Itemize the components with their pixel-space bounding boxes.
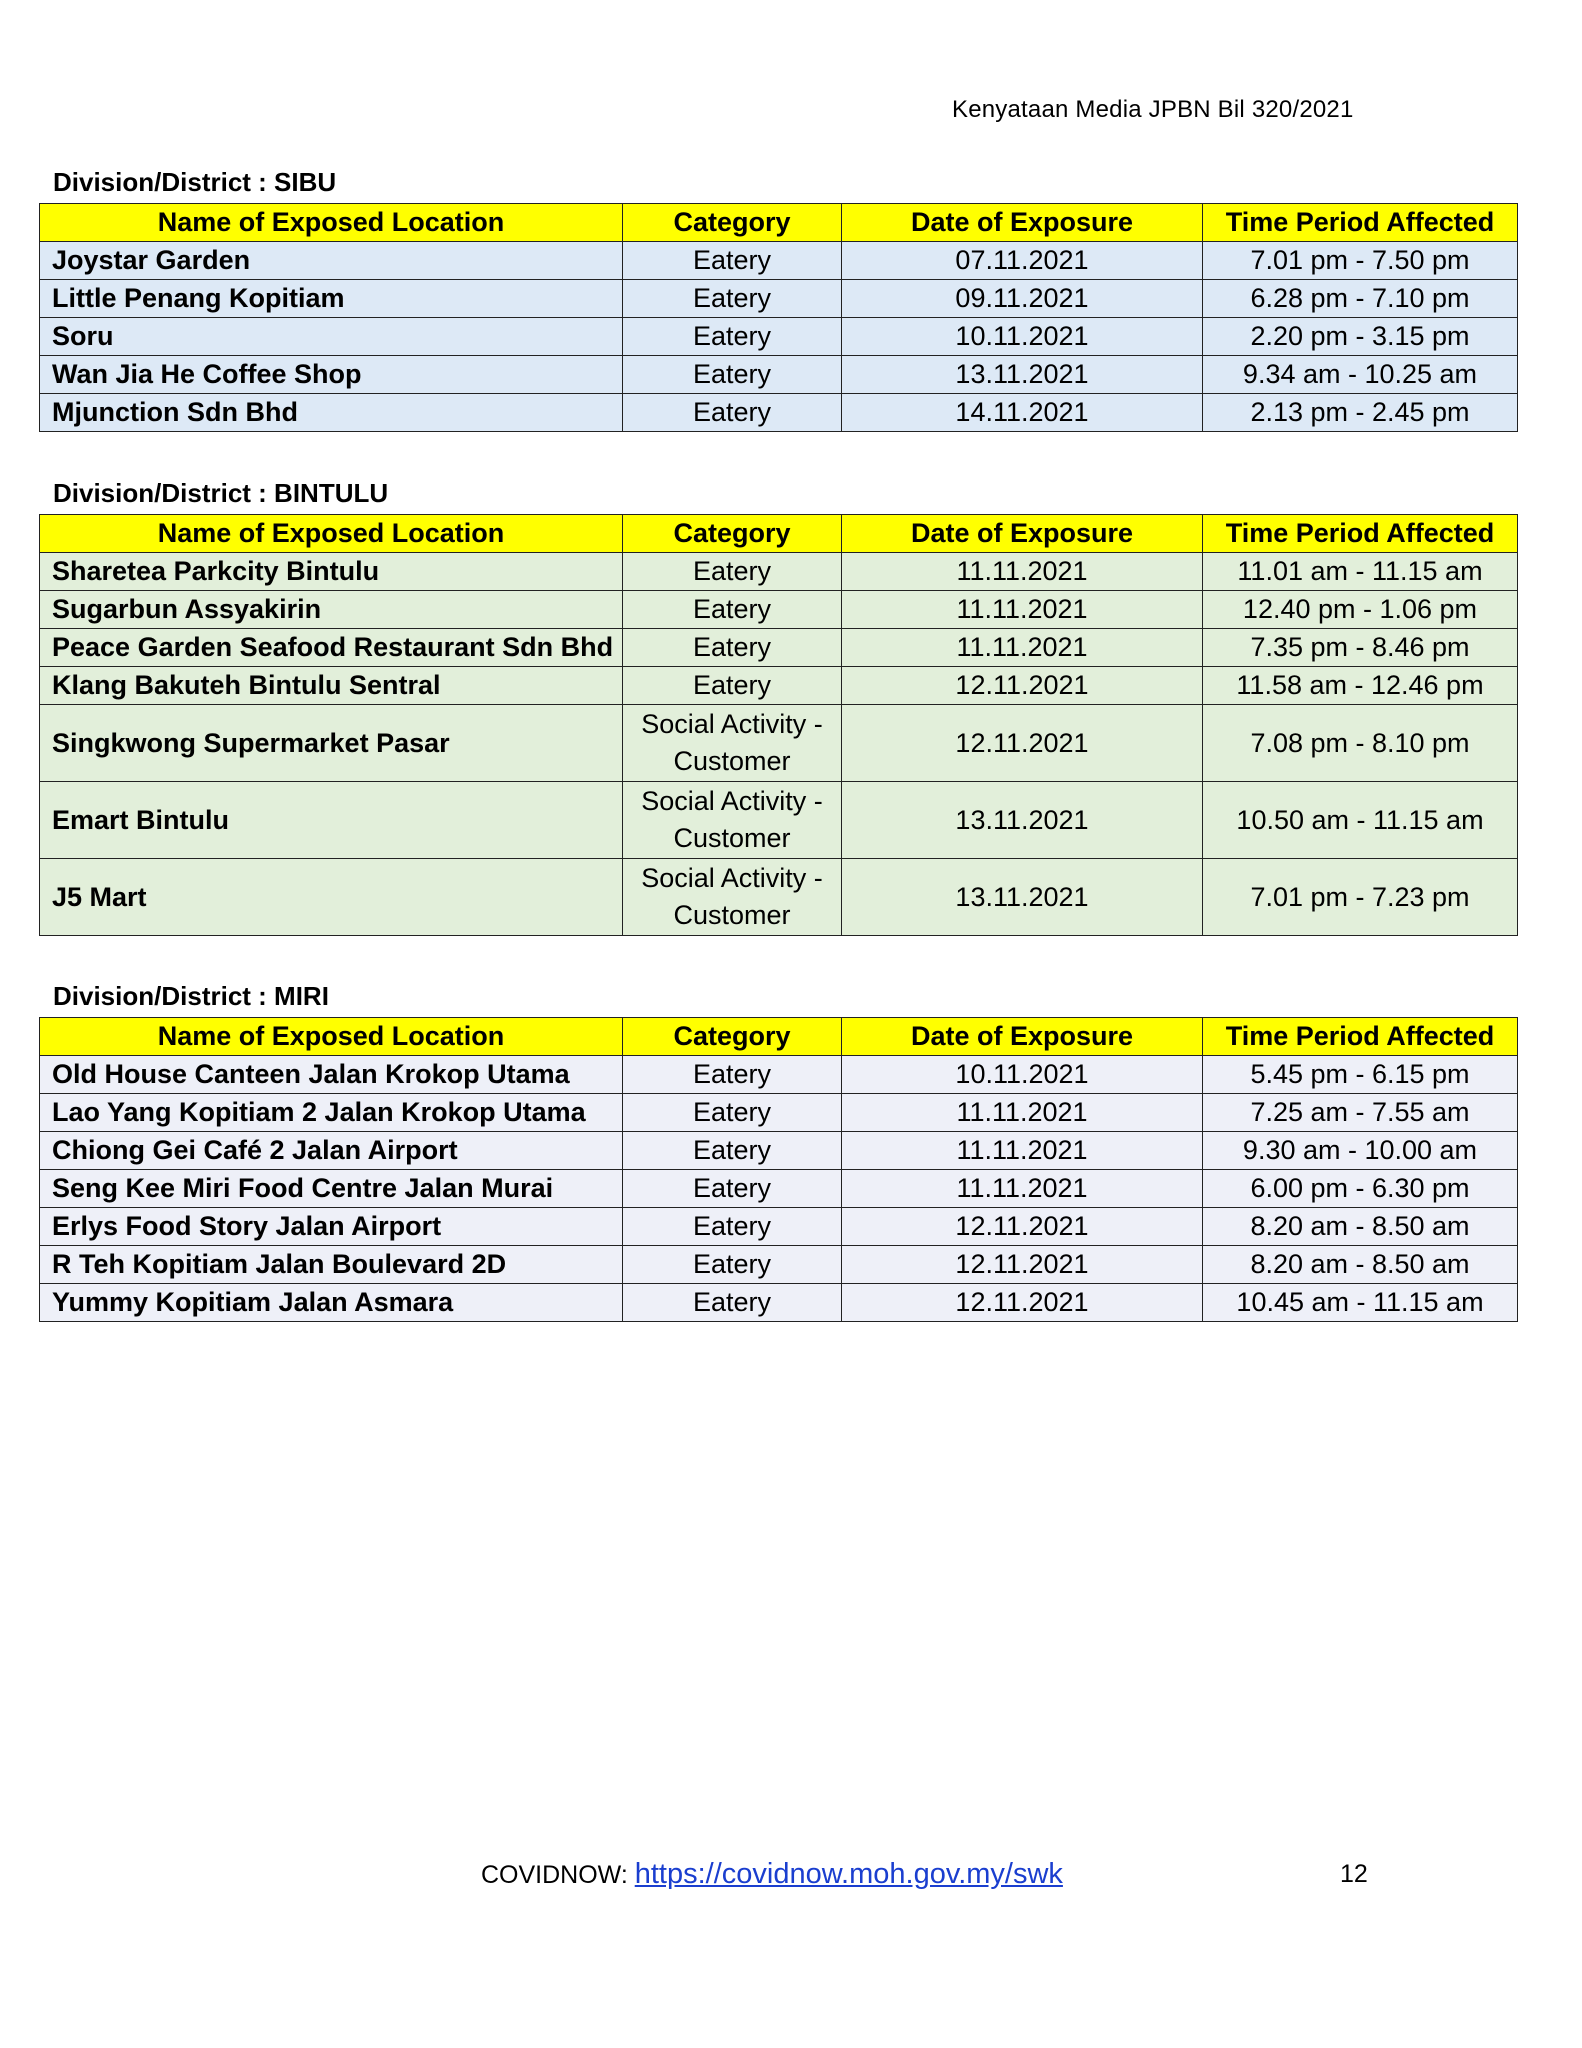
date-cell: 11.11.2021 (842, 1132, 1203, 1170)
exposure-table-miri (39, 1017, 1518, 1322)
location-cell: Erlys Food Story Jalan Airport (40, 1208, 623, 1246)
time-cell: 11.58 am - 12.46 pm (1203, 667, 1518, 705)
table-row (40, 356, 1518, 394)
time-cell: 9.34 am - 10.25 am (1203, 356, 1518, 394)
date-cell: 14.11.2021 (842, 394, 1203, 432)
table-row (40, 705, 1518, 782)
table-row (40, 1132, 1518, 1170)
location-cell: Chiong Gei Café 2 Jalan Airport (40, 1132, 623, 1170)
section-title: Division/District : MIRI (53, 981, 329, 1011)
time-cell: 6.00 pm - 6.30 pm (1203, 1170, 1518, 1208)
category-cell: Eatery (623, 1208, 842, 1246)
time-cell: 7.35 pm - 8.46 pm (1203, 629, 1518, 667)
category-cell: Eatery (623, 394, 842, 432)
category-cell: Eatery (623, 553, 842, 591)
location-cell: Sugarbun Assyakirin (40, 591, 623, 629)
category-line: Customer (673, 746, 791, 776)
date-cell: 10.11.2021 (842, 1056, 1203, 1094)
category-cell: Eatery (623, 1132, 842, 1170)
date-cell: 10.11.2021 (842, 318, 1203, 356)
date-cell: 12.11.2021 (842, 1246, 1203, 1284)
category-cell: Eatery (623, 1246, 842, 1284)
category-cell (623, 705, 842, 782)
location-cell: Sharetea Parkcity Bintulu (40, 553, 623, 591)
location-cell: Soru (40, 318, 623, 356)
date-cell: 12.11.2021 (842, 1284, 1203, 1322)
category-cell: Eatery (623, 1170, 842, 1208)
category-cell: Eatery (623, 242, 842, 280)
time-cell: 6.28 pm - 7.10 pm (1203, 280, 1518, 318)
category-cell: Eatery (623, 356, 842, 394)
table-row (40, 318, 1518, 356)
time-cell: 10.45 am - 11.15 am (1203, 1284, 1518, 1322)
section-title: Division/District : BINTULU (53, 478, 389, 508)
location-cell: Peace Garden Seafood Restaurant Sdn Bhd (40, 629, 623, 667)
category-cell: Eatery (623, 591, 842, 629)
table-row (40, 1056, 1518, 1094)
time-cell: 7.08 pm - 8.10 pm (1203, 705, 1518, 782)
location-cell: Singkwong Supermarket Pasar (40, 705, 623, 782)
time-cell: 10.50 am - 11.15 am (1203, 782, 1518, 859)
table-row (40, 394, 1518, 432)
section-sibu (39, 167, 1517, 432)
table-row (40, 280, 1518, 318)
column-header-location: Name of Exposed Location (40, 1018, 623, 1056)
table-row (40, 1170, 1518, 1208)
section-miri (39, 981, 1517, 1322)
category-cell: Eatery (623, 1094, 842, 1132)
category-line: Social Activity - (641, 709, 823, 739)
column-header-category: Category (623, 515, 842, 553)
date-cell: 11.11.2021 (842, 629, 1203, 667)
table-row (40, 1208, 1518, 1246)
column-header-time: Time Period Affected (1203, 1018, 1518, 1056)
table-row (40, 1094, 1518, 1132)
category-line: Social Activity - (641, 786, 823, 816)
date-cell: 11.11.2021 (842, 1094, 1203, 1132)
table-header-row (40, 515, 1518, 553)
date-cell: 13.11.2021 (842, 782, 1203, 859)
location-cell: Little Penang Kopitiam (40, 280, 623, 318)
footer (481, 1858, 1063, 1891)
document-reference: Kenyataan Media JPBN Bil 320/2021 (952, 96, 1354, 123)
time-cell: 8.20 am - 8.50 am (1203, 1246, 1518, 1284)
category-cell (623, 859, 842, 936)
location-cell: Klang Bakuteh Bintulu Sentral (40, 667, 623, 705)
table-row (40, 629, 1518, 667)
section-bintulu (39, 478, 1517, 936)
table-row (40, 1246, 1518, 1284)
location-cell: R Teh Kopitiam Jalan Boulevard 2D (40, 1246, 623, 1284)
category-cell: Eatery (623, 280, 842, 318)
date-cell: 07.11.2021 (842, 242, 1203, 280)
footer-label: COVIDNOW: (481, 1861, 635, 1889)
column-header-time: Time Period Affected (1203, 515, 1518, 553)
time-cell: 2.20 pm - 3.15 pm (1203, 318, 1518, 356)
exposure-table-bintulu (39, 514, 1518, 936)
table-row (40, 242, 1518, 280)
category-cell: Eatery (623, 318, 842, 356)
table-row (40, 667, 1518, 705)
category-cell: Eatery (623, 629, 842, 667)
table-header-row (40, 1018, 1518, 1056)
location-cell: Seng Kee Miri Food Centre Jalan Murai (40, 1170, 623, 1208)
time-cell: 7.01 pm - 7.23 pm (1203, 859, 1518, 936)
time-cell: 9.30 am - 10.00 am (1203, 1132, 1518, 1170)
table-row (40, 1284, 1518, 1322)
table-row (40, 591, 1518, 629)
table-header-row (40, 204, 1518, 242)
category-cell (623, 782, 842, 859)
column-header-category: Category (623, 204, 842, 242)
location-cell: Joystar Garden (40, 242, 623, 280)
location-cell: Mjunction Sdn Bhd (40, 394, 623, 432)
date-cell: 11.11.2021 (842, 1170, 1203, 1208)
column-header-location: Name of Exposed Location (40, 515, 623, 553)
category-line: Social Activity - (641, 863, 823, 893)
time-cell: 7.01 pm - 7.50 pm (1203, 242, 1518, 280)
covidnow-link[interactable]: https://covidnow.moh.gov.my/swk (634, 1858, 1063, 1890)
time-cell: 12.40 pm - 1.06 pm (1203, 591, 1518, 629)
category-cell: Eatery (623, 1284, 842, 1322)
table-row (40, 859, 1518, 936)
exposure-table-sibu (39, 203, 1518, 432)
location-cell: Old House Canteen Jalan Krokop Utama (40, 1056, 623, 1094)
column-header-date: Date of Exposure (842, 204, 1203, 242)
column-header-date: Date of Exposure (842, 1018, 1203, 1056)
date-cell: 13.11.2021 (842, 356, 1203, 394)
section-title: Division/District : SIBU (53, 167, 337, 197)
location-cell: Lao Yang Kopitiam 2 Jalan Krokop Utama (40, 1094, 623, 1132)
time-cell: 2.13 pm - 2.45 pm (1203, 394, 1518, 432)
location-cell: Emart Bintulu (40, 782, 623, 859)
column-header-time: Time Period Affected (1203, 204, 1518, 242)
location-cell: J5 Mart (40, 859, 623, 936)
category-line: Customer (673, 900, 791, 930)
date-cell: 12.11.2021 (842, 667, 1203, 705)
column-header-location: Name of Exposed Location (40, 204, 623, 242)
date-cell: 13.11.2021 (842, 859, 1203, 936)
time-cell: 8.20 am - 8.50 am (1203, 1208, 1518, 1246)
category-cell: Eatery (623, 1056, 842, 1094)
table-row (40, 553, 1518, 591)
time-cell: 5.45 pm - 6.15 pm (1203, 1056, 1518, 1094)
page-number: 12 (1340, 1860, 1368, 1888)
date-cell: 09.11.2021 (842, 280, 1203, 318)
table-row (40, 782, 1518, 859)
category-line: Customer (673, 823, 791, 853)
time-cell: 11.01 am - 11.15 am (1203, 553, 1518, 591)
date-cell: 11.11.2021 (842, 591, 1203, 629)
date-cell: 12.11.2021 (842, 705, 1203, 782)
column-header-category: Category (623, 1018, 842, 1056)
date-cell: 11.11.2021 (842, 553, 1203, 591)
location-cell: Yummy Kopitiam Jalan Asmara (40, 1284, 623, 1322)
date-cell: 12.11.2021 (842, 1208, 1203, 1246)
time-cell: 7.25 am - 7.55 am (1203, 1094, 1518, 1132)
location-cell: Wan Jia He Coffee Shop (40, 356, 623, 394)
column-header-date: Date of Exposure (842, 515, 1203, 553)
category-cell: Eatery (623, 667, 842, 705)
